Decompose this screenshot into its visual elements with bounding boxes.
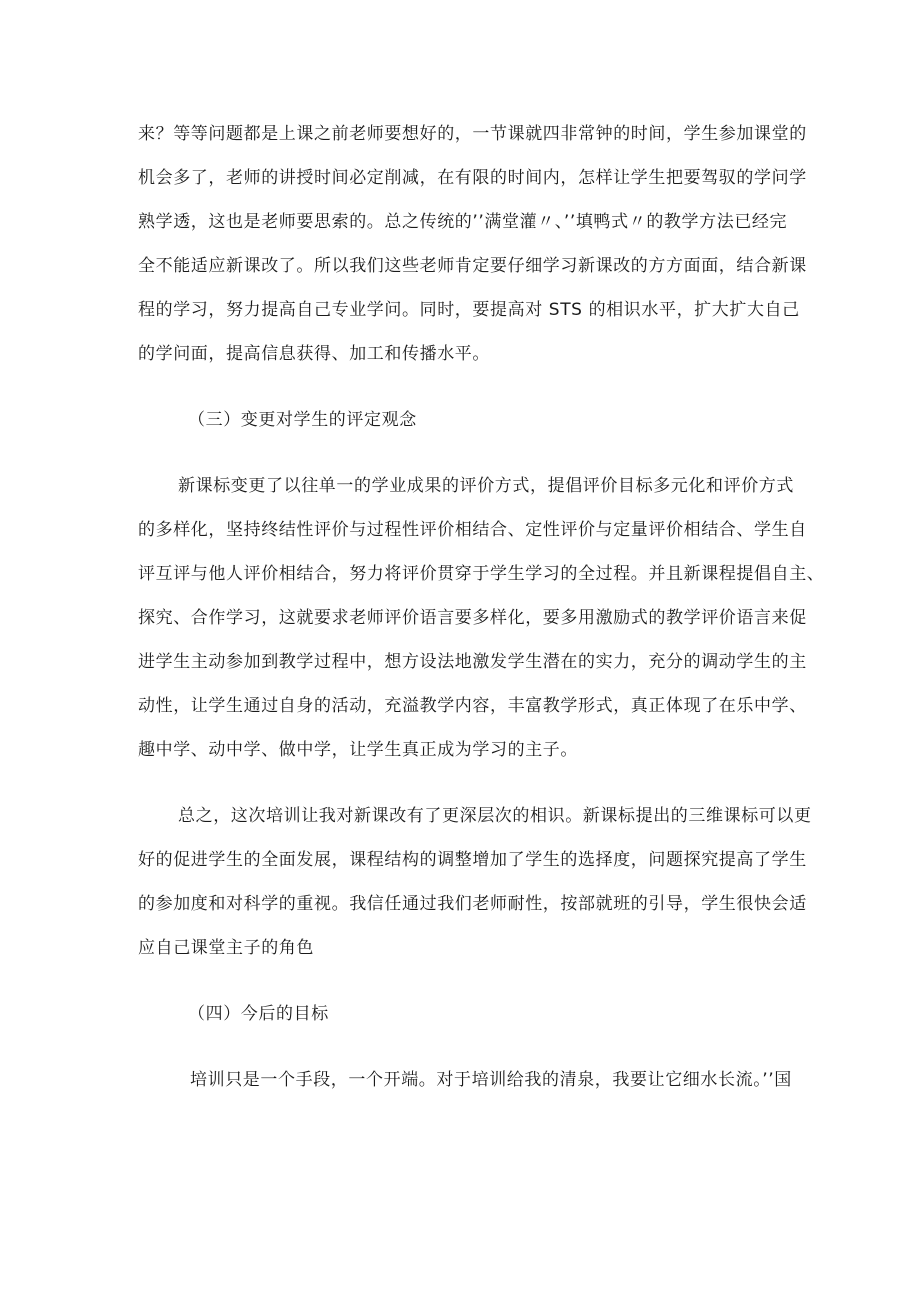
paragraph-line: 好的促进学生的全面发展，课程结构的调整增加了学生的选择度，问题探究提高了学生 [138,850,807,870]
paragraph-line: 总之，这次培训让我对新课改有了更深层次的相识。新课标提出的三维课标可以更 [178,806,812,826]
paragraph-line: 程的学习，努力提高自己专业学问。同时，要提高对 STS 的相识水平，扩大扩大自己 [138,300,800,320]
paragraph-line: 培训只是一个手段，一个开端。对于培训给我的清泉，我要让它细水长流。’’国 [190,1070,792,1090]
paragraph-line: 来？等等问题都是上课之前老师要想好的，一节课就四非常钟的时间，学生参加课堂的 [138,124,807,144]
paragraph-line: 的多样化，坚持终结性评价与过程性评价相结合、定性评价与定量评价相结合、学生自 [138,520,807,540]
paragraph-line: 全不能适应新课改了。所以我们这些老师肯定要仔细学习新课改的方方面面，结合新课 [138,256,807,276]
section-heading: （四）今后的目标 [188,1004,329,1024]
paragraph-line: 新课标变更了以往单一的学业成果的评价方式，提倡评价目标多元化和评价方式 [178,476,794,496]
paragraph-line: 的学问面，提高信息获得、加工和传播水平。 [138,344,490,364]
paragraph-line: 进学生主动参加到教学过程中，想方设法地激发学生潜在的实力，充分的调动学生的主 [138,652,807,672]
paragraph-line: 评互评与他人评价相结合，努力将评价贯穿于学生学习的全过程。并且新课程提倡自主、 [138,564,825,584]
paragraph-line: 熟学透，这也是老师要思索的。总之传统的’’满堂灌〃、’’填鸭式〃的教学方法已经完 [138,212,788,232]
section-heading: （三）变更对学生的评定观念 [188,410,417,430]
paragraph-line: 的参加度和对科学的重视。我信任通过我们老师耐性，按部就班的引导，学生很快会适 [138,894,807,914]
paragraph-line: 动性，让学生通过自身的活动，充溢教学内容，丰富教学形式，真正体现了在乐中学、 [138,696,807,716]
paragraph-line: 探究、合作学习，这就要求老师评价语言要多样化，要多用激励式的教学评价语言来促 [138,608,807,628]
paragraph-line: 机会多了，老师的讲授时间必定削减，在有限的时间内，怎样让学生把要驾驭的学问学 [138,168,807,188]
paragraph-line: 应自己课堂主子的角色 [138,938,314,958]
paragraph-line: 趣中学、动中学、做中学，让学生真正成为学习的主子。 [138,740,578,760]
